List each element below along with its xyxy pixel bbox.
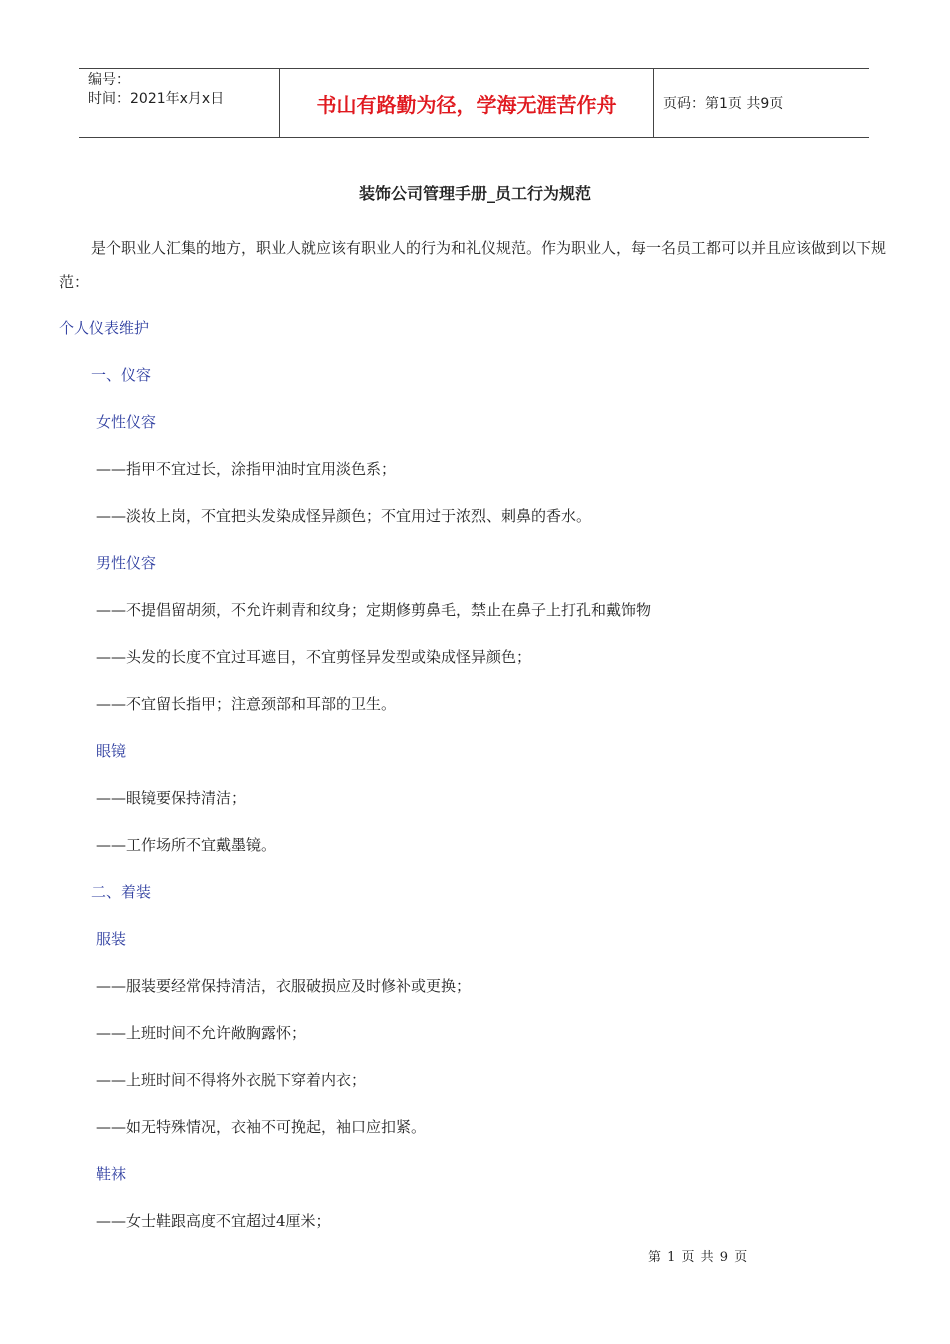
heading-female: 女性仪容 — [96, 413, 157, 431]
rule-male-1: ——不提倡留胡须，不允许刺青和纹身；定期修剪鼻毛，禁止在鼻子上打孔和戴饰物 — [96, 601, 652, 619]
rule-male-3: ——不宜留长指甲；注意颈部和耳部的卫生。 — [96, 695, 397, 713]
header-motto: 书山有路勤为径，学海无涯苦作舟 — [280, 69, 654, 137]
header-meta — [79, 69, 280, 137]
heading-male: 男性仪容 — [96, 554, 157, 572]
rule-shoes-1: ——女士鞋跟高度不宜超过4厘米； — [96, 1212, 331, 1230]
document-title: 装饰公司管理手册_员工行为规范 — [358, 184, 591, 203]
date-label: 时间：2021年x月x日 — [88, 91, 225, 107]
rule-clothing-1: ——服装要经常保持清洁，衣服破损应及时修补或更换； — [96, 977, 472, 995]
number-label: 编号： — [88, 72, 130, 88]
rule-male-2: ——头发的长度不宜过耳遮目，不宜剪怪异发型或染成怪异颜色； — [96, 648, 532, 666]
heading-glasses: 眼镜 — [96, 742, 127, 760]
rule-glasses-2: ——工作场所不宜戴墨镜。 — [96, 836, 277, 854]
rule-glasses-1: ——眼镜要保持清洁； — [96, 789, 247, 807]
header-page-info: 页码：第1页 共9页 — [663, 96, 784, 112]
rule-clothing-2: ——上班时间不允许敞胸露怀； — [96, 1024, 307, 1042]
heading-clothing: 服装 — [96, 930, 127, 948]
heading-personal: 个人仪表维护 — [59, 319, 150, 337]
page-header — [79, 68, 869, 138]
heading-appearance: 一、仪容 — [91, 366, 152, 384]
rule-female-1: ——指甲不宜过长，涂指甲油时宜用淡色系； — [96, 460, 397, 478]
intro-paragraph: 是个职业人汇集的地方，职业人就应该有职业人的行为和礼仪规范。作为职业人，每一名员工都可以并且应该做到以下规范： — [59, 239, 887, 291]
heading-dress: 二、着装 — [91, 883, 152, 901]
heading-shoes: 鞋袜 — [96, 1165, 127, 1183]
page-footer: 第 1 页 共 9 页 — [648, 1250, 749, 1265]
rule-clothing-4: ——如无特殊情况，衣袖不可挽起，袖口应扣紧。 — [96, 1118, 427, 1136]
rule-clothing-3: ——上班时间不得将外衣脱下穿着内衣； — [96, 1071, 367, 1089]
rule-female-2: ——淡妆上岗，不宜把头发染成怪异颜色；不宜用过于浓烈、刺鼻的香水。 — [96, 507, 592, 525]
